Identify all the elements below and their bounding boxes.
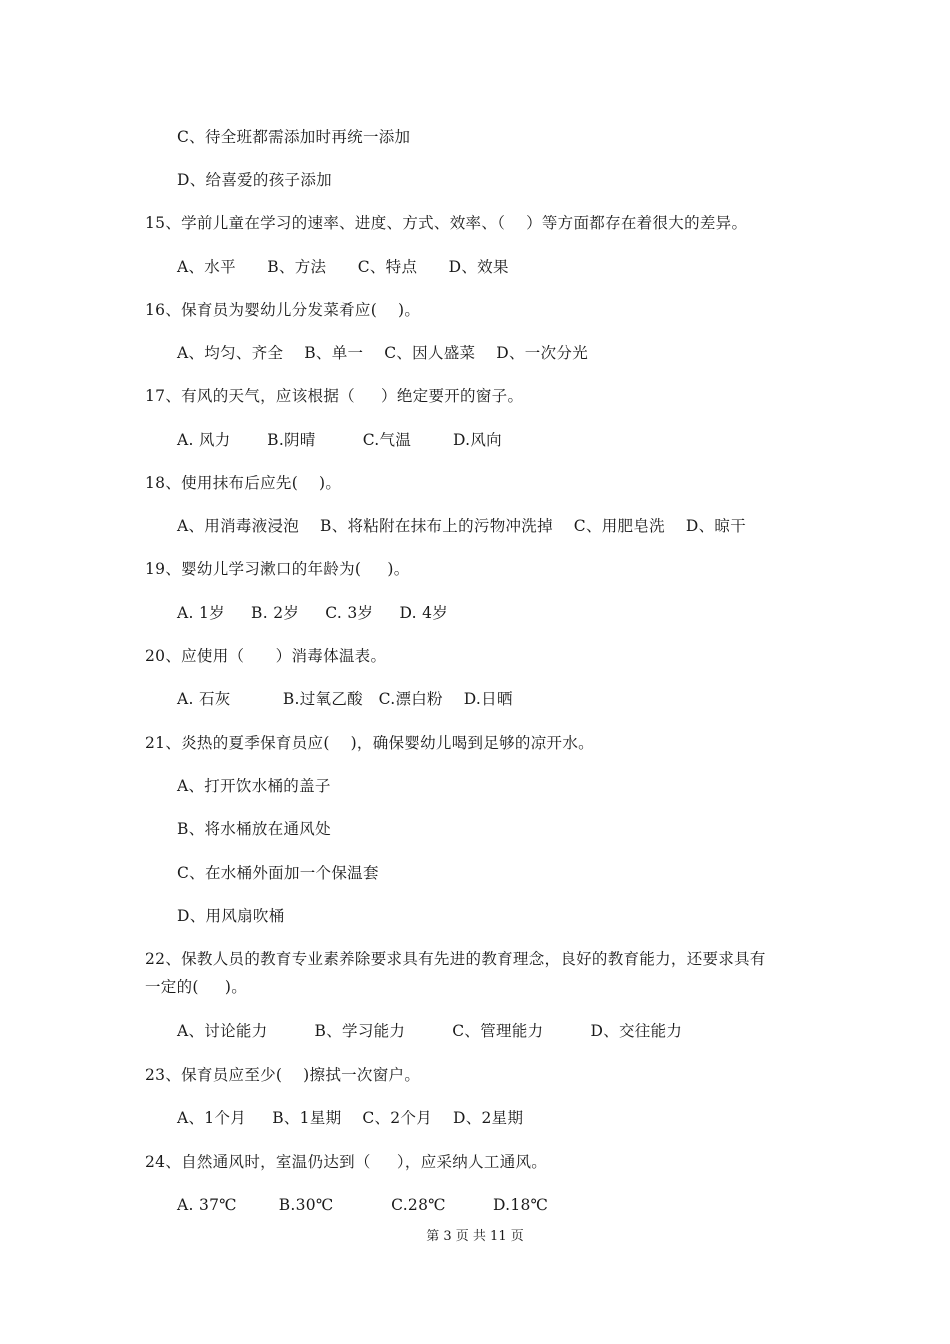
- options-17: A. 风力 B.阴晴 C.气温 D.风向: [177, 431, 502, 449]
- question-22: 22、保教人员的教育专业素养除要求具有先进的教育理念，良好的教育能力，还要求具有: [145, 950, 766, 968]
- option-21a: A、打开饮水桶的盖子: [177, 777, 331, 795]
- question-18: 18、使用抹布后应先( )。: [145, 474, 342, 492]
- options-24: A. 37℃ B.30℃ C.28℃ D.18℃: [177, 1196, 549, 1214]
- question-17: 17、有风的天气，应该根据（ ）绝定要开的窗子。: [145, 387, 524, 405]
- question-16: 16、保育员为婴幼儿分发菜肴应( )。: [145, 301, 421, 319]
- option-21d: D、用风扇吹桶: [177, 907, 285, 925]
- option-14d: D、给喜爱的孩子添加: [177, 171, 332, 189]
- page-footer: 第 3 页 共 11 页: [426, 1229, 524, 1244]
- question-23: 23、保育员应至少( )擦拭一次窗户。: [145, 1066, 421, 1084]
- question-15: 15、学前儿童在学习的速率、进度、方式、效率、（ ）等方面都存在着很大的差异。: [145, 214, 748, 232]
- question-19: 19、婴幼儿学习漱口的年龄为( )。: [145, 560, 410, 578]
- question-24: 24、自然通风时，室温仍达到（ ），应采纳人工通风。: [145, 1153, 548, 1171]
- options-22: A、讨论能力 B、学习能力 C、管理能力 D、交往能力: [177, 1022, 683, 1040]
- options-23: A、1个月 B、1星期 C、2个月 D、2星期: [177, 1109, 524, 1127]
- option-21c: C、在水桶外面加一个保温套: [177, 864, 379, 882]
- options-19: A. 1岁 B. 2岁 C. 3岁 D. 4岁: [177, 604, 449, 622]
- options-15: A、水平 B、方法 C、特点 D、效果: [177, 258, 509, 276]
- option-21b: B、将水桶放在通风处: [177, 820, 331, 838]
- options-16: A、均匀、齐全 B、单一 C、因人盛菜 D、一次分光: [177, 344, 588, 362]
- options-18: A、用消毒液浸泡 B、将粘附在抹布上的污物冲洗掉 C、用肥皂洗 D、晾干: [177, 517, 746, 535]
- option-14c: C、待全班都需添加时再统一添加: [177, 128, 411, 146]
- question-22-cont: 一定的( )。: [145, 978, 248, 996]
- options-20: A. 石灰 B.过氧乙酸 C.漂白粉 D.日晒: [177, 690, 513, 708]
- question-20: 20、应使用（ ）消毒体温表。: [145, 647, 387, 665]
- question-21: 21、炎热的夏季保育员应( )，确保婴幼儿喝到足够的凉开水。: [145, 734, 594, 752]
